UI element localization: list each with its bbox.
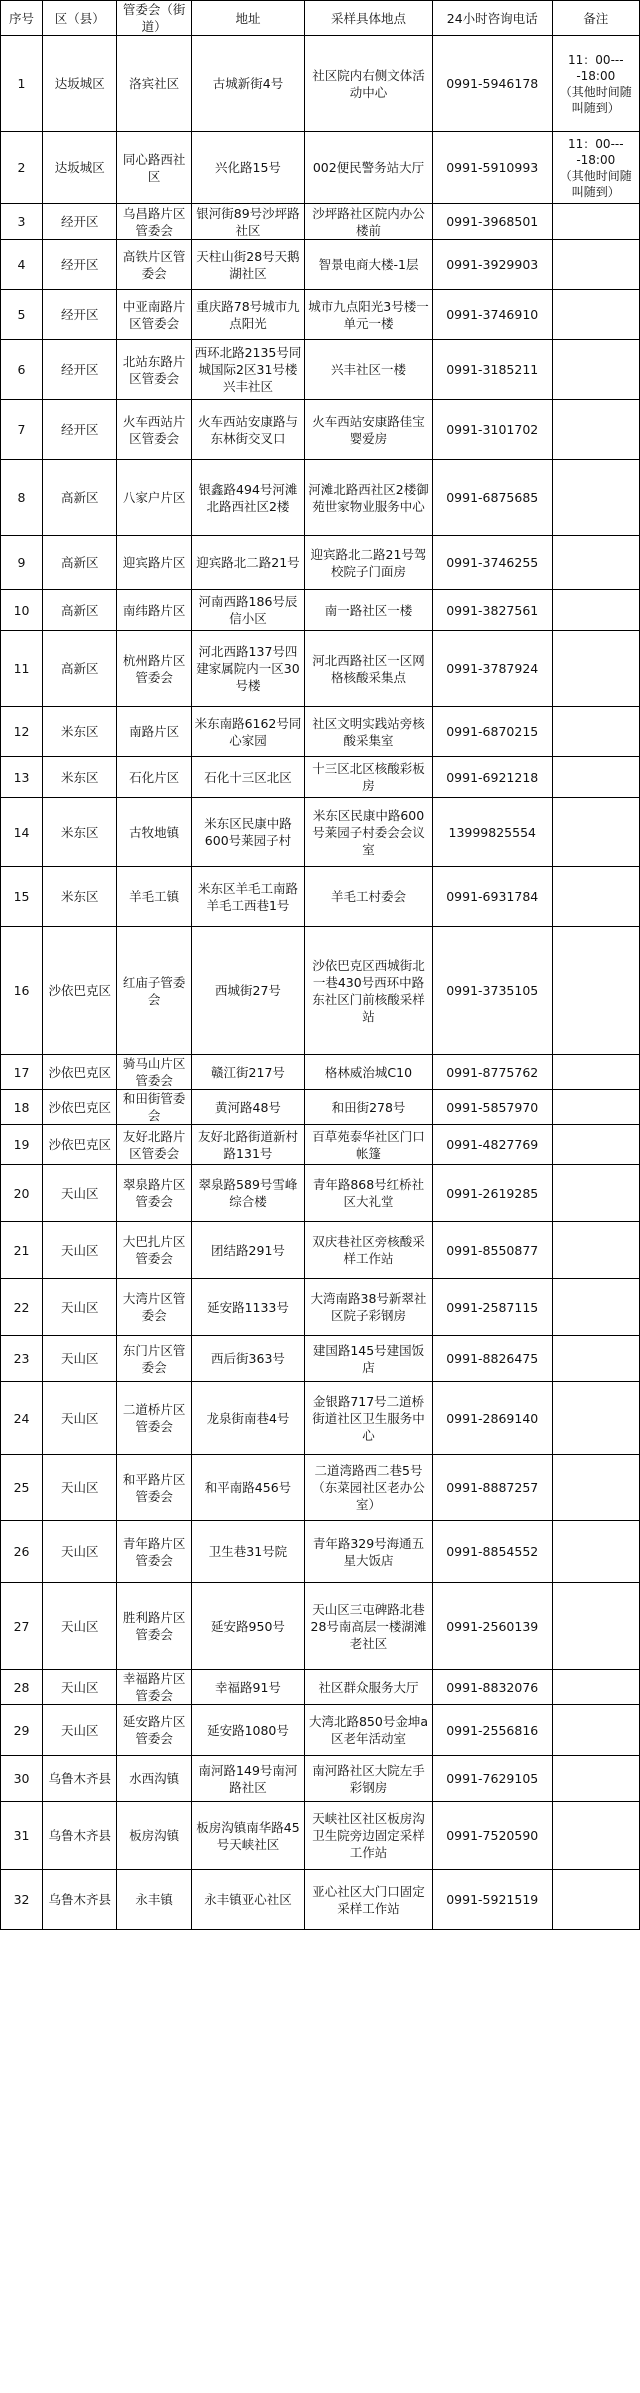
cell-no: 26 <box>1 1521 43 1583</box>
cell-phone: 0991-8887257 <box>432 1455 552 1521</box>
cell-district: 沙依巴克区 <box>43 1125 117 1165</box>
cell-district: 天山区 <box>43 1583 117 1670</box>
cell-district: 经开区 <box>43 204 117 240</box>
cell-site: 双庆巷社区旁核酸采样工作站 <box>305 1222 433 1279</box>
cell-address: 西环北路2135号同城国际2区31号楼兴丰社区 <box>191 340 304 400</box>
cell-note <box>552 707 639 757</box>
cell-committee: 高铁片区管委会 <box>117 240 191 290</box>
cell-committee: 中亚南路片区管委会 <box>117 290 191 340</box>
cell-note <box>552 1583 639 1670</box>
cell-site: 南河路社区大院左手彩钢房 <box>305 1756 433 1802</box>
cell-no: 7 <box>1 400 43 460</box>
cell-no: 23 <box>1 1336 43 1382</box>
cell-note <box>552 757 639 798</box>
cell-district: 高新区 <box>43 590 117 631</box>
header-note: 备注 <box>552 1 639 36</box>
table-row <box>1 631 640 707</box>
table-row <box>1 798 640 867</box>
cell-district: 经开区 <box>43 240 117 290</box>
cell-district: 高新区 <box>43 460 117 536</box>
table-row <box>1 460 640 536</box>
cell-note <box>552 1222 639 1279</box>
cell-committee: 大湾片区管委会 <box>117 1279 191 1336</box>
cell-committee: 羊毛工镇 <box>117 867 191 927</box>
cell-site: 天山区三屯碑路北巷28号南高层一楼湖滩老社区 <box>305 1583 433 1670</box>
cell-district: 天山区 <box>43 1521 117 1583</box>
cell-phone: 0991-8550877 <box>432 1222 552 1279</box>
cell-address: 迎宾路北二路21号 <box>191 536 304 590</box>
cell-address: 延安路1080号 <box>191 1705 304 1756</box>
cell-district: 经开区 <box>43 290 117 340</box>
cell-no: 14 <box>1 798 43 867</box>
cell-site: 迎宾路北二路21号驾校院子门面房 <box>305 536 433 590</box>
cell-no: 4 <box>1 240 43 290</box>
cell-committee: 迎宾路片区 <box>117 536 191 590</box>
table-row <box>1 536 640 590</box>
header-committee: 管委会（街道） <box>117 1 191 36</box>
cell-note <box>552 400 639 460</box>
cell-no: 11 <box>1 631 43 707</box>
cell-committee: 南路片区 <box>117 707 191 757</box>
cell-phone: 0991-6921218 <box>432 757 552 798</box>
cell-address: 团结路291号 <box>191 1222 304 1279</box>
table-row <box>1 204 640 240</box>
cell-committee: 延安路片区管委会 <box>117 1705 191 1756</box>
table-row <box>1 132 640 204</box>
cell-district: 天山区 <box>43 1705 117 1756</box>
cell-district: 经开区 <box>43 340 117 400</box>
table-row <box>1 1336 640 1382</box>
cell-site: 河滩北路西社区2楼御苑世家物业服务中心 <box>305 460 433 536</box>
cell-address: 永丰镇亚心社区 <box>191 1870 304 1930</box>
cell-note <box>552 1870 639 1930</box>
cell-district: 米东区 <box>43 867 117 927</box>
cell-no: 31 <box>1 1802 43 1870</box>
cell-committee: 北站东路片区管委会 <box>117 340 191 400</box>
cell-phone: 0991-6875685 <box>432 460 552 536</box>
cell-phone: 0991-3929903 <box>432 240 552 290</box>
cell-district: 达坂城区 <box>43 36 117 132</box>
cell-phone: 0991-8775762 <box>432 1055 552 1090</box>
cell-district: 乌鲁木齐县 <box>43 1870 117 1930</box>
table-row <box>1 1583 640 1670</box>
cell-site: 格林威治城C10 <box>305 1055 433 1090</box>
cell-no: 8 <box>1 460 43 536</box>
cell-committee: 胜利路片区管委会 <box>117 1583 191 1670</box>
cell-phone: 0991-2556816 <box>432 1705 552 1756</box>
cell-note <box>552 631 639 707</box>
cell-phone: 0991-2587115 <box>432 1279 552 1336</box>
cell-site: 米东区民康中路600号莱园子村委会会议室 <box>305 798 433 867</box>
cell-note: 11：00----18:00 （其他时间随叫随到） <box>552 36 639 132</box>
table-body <box>1 36 640 1930</box>
cell-committee: 乌昌路片区管委会 <box>117 204 191 240</box>
cell-no: 24 <box>1 1382 43 1455</box>
cell-site: 建国路145号建国饭店 <box>305 1336 433 1382</box>
cell-district: 高新区 <box>43 536 117 590</box>
cell-committee: 南纬路片区 <box>117 590 191 631</box>
cell-district: 达坂城区 <box>43 132 117 204</box>
table-row <box>1 1802 640 1870</box>
cell-site: 青年路329号海通五星大饭店 <box>305 1521 433 1583</box>
table-row <box>1 400 640 460</box>
cell-address: 友好北路街道新村路131号 <box>191 1125 304 1165</box>
cell-note <box>552 590 639 631</box>
cell-site: 火车西站安康路佳宝婴爱房 <box>305 400 433 460</box>
cell-no: 17 <box>1 1055 43 1090</box>
cell-committee: 同心路西社区 <box>117 132 191 204</box>
cell-committee: 古牧地镇 <box>117 798 191 867</box>
cell-note <box>552 867 639 927</box>
cell-address: 延安路1133号 <box>191 1279 304 1336</box>
cell-note <box>552 240 639 290</box>
cell-note: 11：00----18:00 （其他时间随叫随到） <box>552 132 639 204</box>
cell-note <box>552 1090 639 1125</box>
cell-phone: 0991-6931784 <box>432 867 552 927</box>
cell-phone: 0991-6870215 <box>432 707 552 757</box>
table-row <box>1 1165 640 1222</box>
cell-site: 二道湾路西二巷5号（东菜园社区老办公室） <box>305 1455 433 1521</box>
cell-no: 12 <box>1 707 43 757</box>
cell-no: 19 <box>1 1125 43 1165</box>
header-phone: 24小时咨询电话 <box>432 1 552 36</box>
cell-no: 30 <box>1 1756 43 1802</box>
cell-phone: 0991-8854552 <box>432 1521 552 1583</box>
cell-phone: 0991-3101702 <box>432 400 552 460</box>
cell-address: 银鑫路494号河滩北路西社区2楼 <box>191 460 304 536</box>
cell-site: 社区群众服务大厅 <box>305 1670 433 1705</box>
cell-address: 河北西路137号四建家属院内一区30号楼 <box>191 631 304 707</box>
cell-site: 十三区北区核酸彩板房 <box>305 757 433 798</box>
cell-no: 22 <box>1 1279 43 1336</box>
cell-district: 天山区 <box>43 1279 117 1336</box>
cell-committee: 大巴扎片区管委会 <box>117 1222 191 1279</box>
cell-no: 25 <box>1 1455 43 1521</box>
cell-phone: 0991-5921519 <box>432 1870 552 1930</box>
cell-note <box>552 204 639 240</box>
cell-phone: 0991-8826475 <box>432 1336 552 1382</box>
cell-district: 乌鲁木齐县 <box>43 1756 117 1802</box>
cell-no: 6 <box>1 340 43 400</box>
table-row <box>1 707 640 757</box>
cell-address: 板房沟镇南华路45号天峡社区 <box>191 1802 304 1870</box>
cell-note <box>552 1756 639 1802</box>
cell-note <box>552 290 639 340</box>
cell-committee: 石化片区 <box>117 757 191 798</box>
cell-district: 沙依巴克区 <box>43 1090 117 1125</box>
cell-district: 米东区 <box>43 757 117 798</box>
cell-address: 西城街27号 <box>191 927 304 1055</box>
cell-committee: 翠泉路片区管委会 <box>117 1165 191 1222</box>
cell-phone: 0991-5910993 <box>432 132 552 204</box>
cell-committee: 杭州路片区管委会 <box>117 631 191 707</box>
cell-committee: 八家户片区 <box>117 460 191 536</box>
cell-phone: 0991-2869140 <box>432 1382 552 1455</box>
table-row <box>1 1870 640 1930</box>
cell-address: 西后街363号 <box>191 1336 304 1382</box>
cell-phone: 0991-7629105 <box>432 1756 552 1802</box>
cell-phone: 0991-5946178 <box>432 36 552 132</box>
cell-no: 20 <box>1 1165 43 1222</box>
cell-phone: 0991-3185211 <box>432 340 552 400</box>
cell-note <box>552 1055 639 1090</box>
cell-district: 天山区 <box>43 1382 117 1455</box>
cell-note <box>552 1279 639 1336</box>
cell-phone: 0991-3746910 <box>432 290 552 340</box>
cell-district: 经开区 <box>43 400 117 460</box>
cell-no: 1 <box>1 36 43 132</box>
cell-phone: 0991-3746255 <box>432 536 552 590</box>
cell-district: 高新区 <box>43 631 117 707</box>
cell-note <box>552 536 639 590</box>
cell-note <box>552 1705 639 1756</box>
table-row <box>1 1382 640 1455</box>
cell-phone: 0991-4827769 <box>432 1125 552 1165</box>
cell-district: 米东区 <box>43 707 117 757</box>
cell-phone: 0991-3735105 <box>432 927 552 1055</box>
cell-no: 16 <box>1 927 43 1055</box>
cell-site: 社区院内右侧文体活动中心 <box>305 36 433 132</box>
table-row <box>1 867 640 927</box>
cell-address: 米东区民康中路600号莱园子村 <box>191 798 304 867</box>
cell-no: 10 <box>1 590 43 631</box>
cell-no: 28 <box>1 1670 43 1705</box>
cell-address: 幸福路91号 <box>191 1670 304 1705</box>
cell-address: 翠泉路589号雪峰综合楼 <box>191 1165 304 1222</box>
table-row <box>1 36 640 132</box>
cell-site: 天峡社区社区板房沟卫生院旁边固定采样工作站 <box>305 1802 433 1870</box>
cell-address: 银河街89号沙坪路社区 <box>191 204 304 240</box>
cell-phone: 0991-7520590 <box>432 1802 552 1870</box>
cell-address: 米东区羊毛工南路羊毛工西巷1号 <box>191 867 304 927</box>
cell-site: 亚心社区大门口固定采样工作站 <box>305 1870 433 1930</box>
table-row <box>1 927 640 1055</box>
cell-address: 兴化路15号 <box>191 132 304 204</box>
cell-district: 米东区 <box>43 798 117 867</box>
cell-phone: 0991-5857970 <box>432 1090 552 1125</box>
cell-no: 21 <box>1 1222 43 1279</box>
table-row <box>1 590 640 631</box>
cell-phone: 0991-2560139 <box>432 1583 552 1670</box>
cell-address: 石化十三区北区 <box>191 757 304 798</box>
cell-district: 乌鲁木齐县 <box>43 1802 117 1870</box>
cell-site: 沙坪路社区院内办公楼前 <box>305 204 433 240</box>
cell-no: 3 <box>1 204 43 240</box>
cell-committee: 火车西站片区管委会 <box>117 400 191 460</box>
table-row <box>1 1756 640 1802</box>
cell-committee: 二道桥片区管委会 <box>117 1382 191 1455</box>
cell-committee: 幸福路片区管委会 <box>117 1670 191 1705</box>
cell-no: 15 <box>1 867 43 927</box>
cell-site: 青年路868号红桥社区大礼堂 <box>305 1165 433 1222</box>
cell-committee: 永丰镇 <box>117 1870 191 1930</box>
cell-committee: 和田街管委会 <box>117 1090 191 1125</box>
table-row <box>1 1670 640 1705</box>
cell-address: 火车西站安康路与东林街交叉口 <box>191 400 304 460</box>
header-address: 地址 <box>191 1 304 36</box>
cell-address: 南河路149号南河路社区 <box>191 1756 304 1802</box>
table-row <box>1 757 640 798</box>
cell-site: 大湾南路38号新翠社区院子彩钢房 <box>305 1279 433 1336</box>
table-row <box>1 1055 640 1090</box>
cell-no: 27 <box>1 1583 43 1670</box>
cell-note <box>552 1521 639 1583</box>
cell-district: 沙依巴克区 <box>43 1055 117 1090</box>
cell-site: 南一路社区一楼 <box>305 590 433 631</box>
table-row <box>1 1705 640 1756</box>
cell-address: 重庆路78号城市九点阳光 <box>191 290 304 340</box>
cell-phone: 0991-3827561 <box>432 590 552 631</box>
cell-address: 和平南路456号 <box>191 1455 304 1521</box>
cell-site: 大湾北路850号金坤a区老年活动室 <box>305 1705 433 1756</box>
cell-address: 延安路950号 <box>191 1583 304 1670</box>
cell-note <box>552 1165 639 1222</box>
cell-note <box>552 927 639 1055</box>
cell-no: 5 <box>1 290 43 340</box>
cell-note <box>552 1670 639 1705</box>
cell-address: 河南西路186号辰信小区 <box>191 590 304 631</box>
cell-no: 13 <box>1 757 43 798</box>
header-no: 序号 <box>1 1 43 36</box>
cell-site: 沙依巴克区西城街北一巷430号西环中路东社区门前核酸采样站 <box>305 927 433 1055</box>
cell-phone: 0991-3787924 <box>432 631 552 707</box>
cell-note <box>552 460 639 536</box>
cell-district: 天山区 <box>43 1165 117 1222</box>
cell-site: 金银路717号二道桥街道社区卫生服务中心 <box>305 1382 433 1455</box>
cell-address: 天柱山街28号天鹅湖社区 <box>191 240 304 290</box>
cell-district: 天山区 <box>43 1670 117 1705</box>
cell-note <box>552 1802 639 1870</box>
table-row <box>1 340 640 400</box>
cell-no: 18 <box>1 1090 43 1125</box>
cell-no: 9 <box>1 536 43 590</box>
header-site: 采样具体地点 <box>305 1 433 36</box>
cell-address: 米东南路6162号同心家园 <box>191 707 304 757</box>
cell-site: 和田街278号 <box>305 1090 433 1125</box>
cell-committee: 红庙子管委会 <box>117 927 191 1055</box>
cell-phone: 0991-3968501 <box>432 204 552 240</box>
cell-note <box>552 1336 639 1382</box>
cell-district: 天山区 <box>43 1336 117 1382</box>
cell-site: 城市九点阳光3号楼一单元一楼 <box>305 290 433 340</box>
table-row <box>1 1521 640 1583</box>
cell-note <box>552 798 639 867</box>
cell-address: 黄河路48号 <box>191 1090 304 1125</box>
cell-no: 29 <box>1 1705 43 1756</box>
cell-committee: 和平路片区管委会 <box>117 1455 191 1521</box>
cell-note <box>552 1455 639 1521</box>
cell-note <box>552 1125 639 1165</box>
cell-site: 河北西路社区一区网格核酸采集点 <box>305 631 433 707</box>
cell-committee: 板房沟镇 <box>117 1802 191 1870</box>
table-row <box>1 1090 640 1125</box>
cell-committee: 洛宾社区 <box>117 36 191 132</box>
cell-site: 羊毛工村委会 <box>305 867 433 927</box>
header-district: 区（县） <box>43 1 117 36</box>
cell-no: 2 <box>1 132 43 204</box>
cell-address: 赣江街217号 <box>191 1055 304 1090</box>
cell-committee: 友好北路片区管委会 <box>117 1125 191 1165</box>
table-row <box>1 1279 640 1336</box>
cell-committee: 水西沟镇 <box>117 1756 191 1802</box>
cell-phone: 13999825554 <box>432 798 552 867</box>
cell-phone: 0991-2619285 <box>432 1165 552 1222</box>
table-row <box>1 1125 640 1165</box>
cell-address: 龙泉街南巷4号 <box>191 1382 304 1455</box>
cell-note <box>552 340 639 400</box>
table-row <box>1 1455 640 1521</box>
cell-no: 32 <box>1 1870 43 1930</box>
cell-note <box>552 1382 639 1455</box>
cell-site: 百草苑泰华社区门口帐篷 <box>305 1125 433 1165</box>
cell-district: 沙依巴克区 <box>43 927 117 1055</box>
cell-phone: 0991-8832076 <box>432 1670 552 1705</box>
cell-committee: 东门片区管委会 <box>117 1336 191 1382</box>
table-row <box>1 240 640 290</box>
cell-site: 兴丰社区一楼 <box>305 340 433 400</box>
cell-committee: 青年路片区管委会 <box>117 1521 191 1583</box>
cell-address: 古城新街4号 <box>191 36 304 132</box>
cell-site: 社区文明实践站旁核酸采集室 <box>305 707 433 757</box>
cell-district: 天山区 <box>43 1222 117 1279</box>
cell-address: 卫生巷31号院 <box>191 1521 304 1583</box>
table-row <box>1 290 640 340</box>
table-header-row <box>1 1 640 36</box>
cell-site: 智景电商大楼-1层 <box>305 240 433 290</box>
cell-district: 天山区 <box>43 1455 117 1521</box>
table-row <box>1 1222 640 1279</box>
cell-site: 002便民警务站大厅 <box>305 132 433 204</box>
cell-committee: 骑马山片区管委会 <box>117 1055 191 1090</box>
